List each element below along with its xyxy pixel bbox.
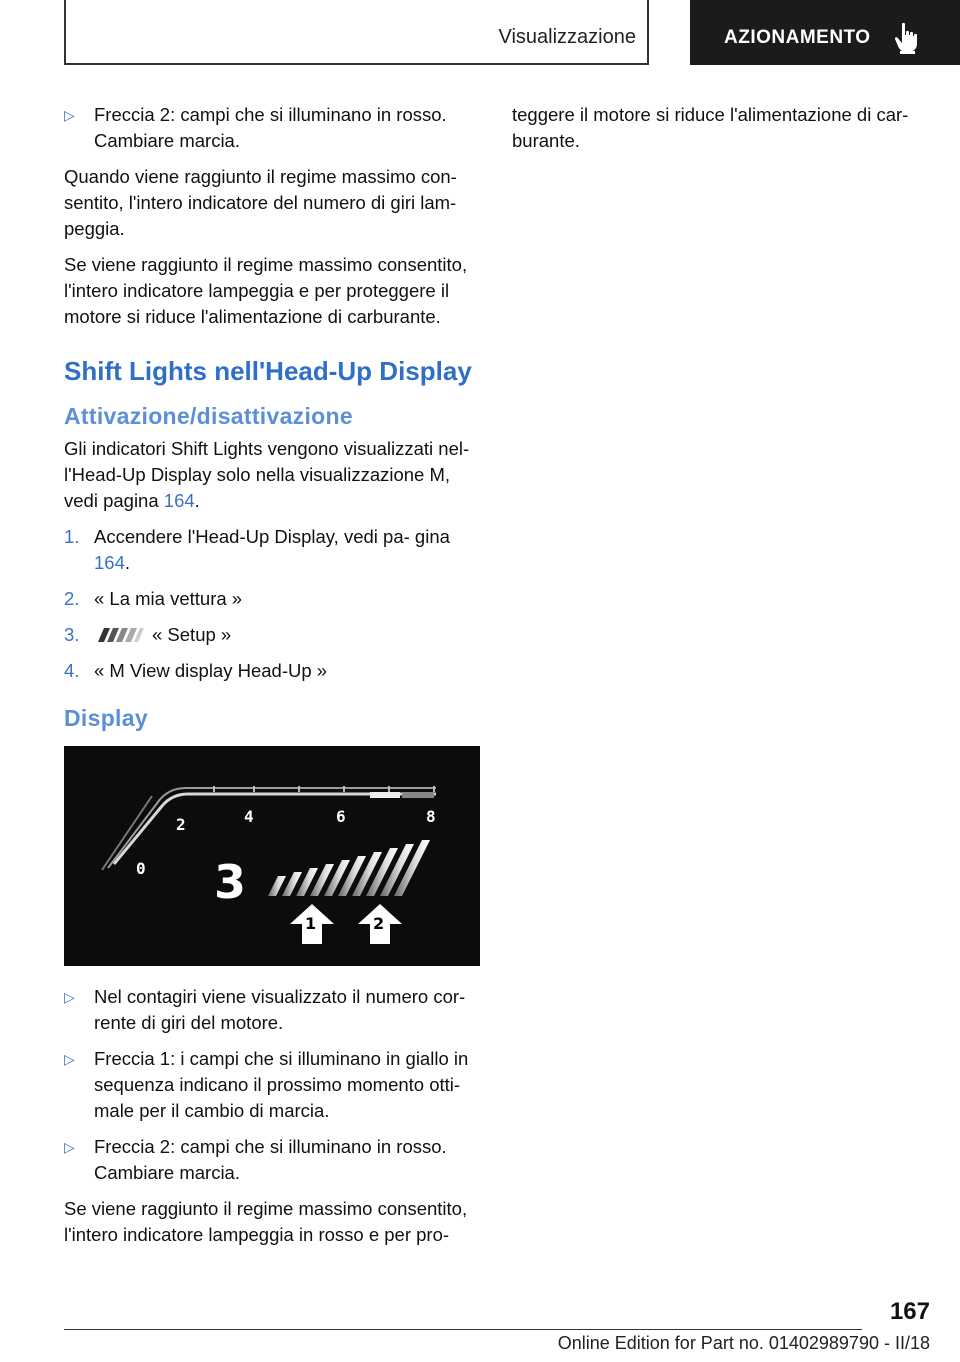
paragraph: Gli indicatori Shift Lights vengono visualizzati nel- l'Head-Up Display solo nella visualizzazione M, vedi pagina 164. — [64, 438, 470, 511]
header-separator — [647, 0, 649, 65]
section-heading: Shift Lights nell'Head-Up Display — [64, 356, 472, 386]
list-item: 4. « M View display Head-Up » — [64, 660, 328, 681]
list-item: ▷ Freccia 2: campi che si illuminano in rosso. Cambiare marcia. — [64, 102, 482, 154]
list-item: ▷ Nel contagiri viene visualizzato il numero cor- rente di giri del motore. — [64, 984, 482, 1036]
paragraph: Quando viene raggiunto il regime massimo con- sentito, l'intero indicatore del numero di giri lam- peggia. — [64, 166, 457, 239]
paragraph: Se viene raggiunto il regime massimo consentito, l'intero indicatore lampeggia e per proteggere il motore si riduce l'alimentazione di carburante. — [64, 254, 468, 327]
list-item: 2. « La mia vettura » — [64, 588, 243, 609]
page-link[interactable]: 164 — [163, 490, 195, 511]
chapter-tab — [690, 0, 960, 65]
paragraph: teggere il motore si riduce l'alimentazione di car- burante. — [512, 104, 909, 151]
gear-indicator: 3 — [214, 855, 247, 909]
arrow-label: 2 — [373, 914, 385, 933]
left-column — [64, 102, 482, 1258]
triangle-bullet-icon: ▷ — [64, 1051, 75, 1067]
scale-label: 2 — [176, 815, 186, 834]
list-item: 3. « Setup » — [64, 624, 232, 645]
list-item: ▷ Freccia 2: campi che si illuminano in rosso. Cambiare marcia. — [64, 1134, 482, 1186]
scale-label: 8 — [426, 807, 436, 826]
page-link[interactable]: 164 — [94, 552, 125, 573]
triangle-bullet-icon: ▷ — [64, 107, 75, 123]
scale-label: 6 — [336, 807, 346, 826]
triangle-bullet-icon: ▷ — [64, 989, 75, 1005]
shift-lights-hud-illustration — [64, 746, 480, 966]
list-item: 1. Accendere l'Head-Up Display, vedi pa- gina 164. — [64, 526, 450, 573]
scale-label: 4 — [244, 807, 254, 826]
m-logo-icon — [94, 626, 146, 644]
edition-note: Online Edition for Part no. 01402989790 - II/18 — [557, 1333, 930, 1353]
subsection-heading: Attivazione/disattivazione — [64, 403, 353, 429]
footer-rule — [64, 1329, 862, 1330]
right-column — [512, 102, 932, 164]
chapter-title: AZIONAMENTO — [724, 27, 871, 48]
header-bottom-rule — [64, 63, 648, 65]
list-item: ▷ Freccia 1: i campi che si illuminano in giallo in sequenza indicano il prossimo momento otti- male per il cambio di marcia. — [64, 1046, 482, 1124]
arrow-label: 1 — [305, 914, 317, 933]
paragraph: Se viene raggiunto il regime massimo consentito, l'intero indicatore lampeggia in rosso e per pro- — [64, 1198, 468, 1245]
triangle-bullet-icon: ▷ — [64, 1139, 75, 1155]
page-number: 167 — [889, 1298, 930, 1325]
header-left-rule — [64, 0, 66, 64]
subsection-heading: Display — [64, 705, 148, 731]
hand-pointer-icon — [894, 22, 920, 54]
scale-label: 0 — [136, 859, 146, 878]
section-title: Visualizzazione — [498, 26, 636, 48]
